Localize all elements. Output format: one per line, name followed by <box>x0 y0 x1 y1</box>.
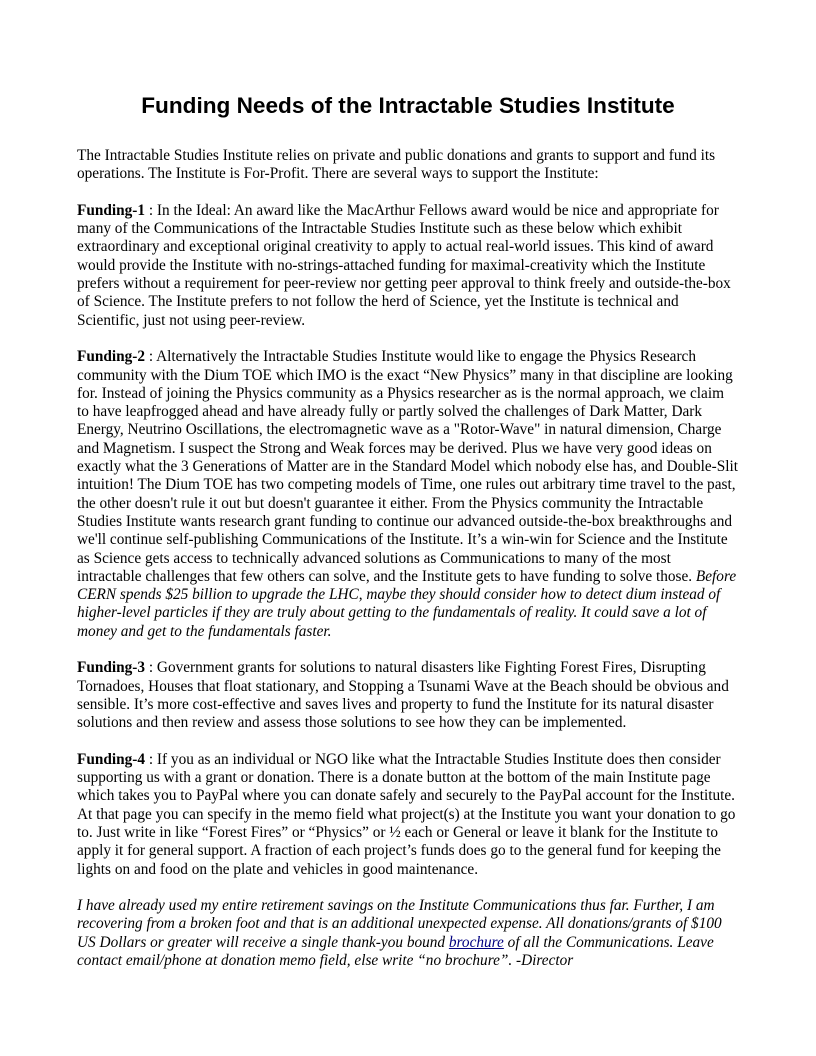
funding-2-body: : Alternatively the Intractable Studies Institute would like to engage the Physics Research community with the Dium TOE which IMO is the exact “New Physics” many in that discipline are looking for. Instead of joining the Physics community as a Physics researcher as is the normal approach, we claim to have leapfrogged ahead and have already fully or partly solved the challenges of Dark Matter, Dark Energy, Neutrino Oscillations, the electromagnetic wave as a "Rotor-Wave" in natural dimension, Charge and Magnetism. I suspect the Strong and Weak forces may be derived. Plus we have very good ideas on exactly what the 3 Generations of Matter are in the Standard Model which nobody else has, and Double-Slit intuition! The Dium TOE has two competing models of Time, one rules out arbitrary time travel to the past, the other doesn't rule it out but doesn't guarantee it either. From the Physics community the Intractable Studies Institute wants research grant funding to continue our advanced outside-the-box breakthroughs and we'll continue self-publishing Communications of the Institute. It’s a win-win for Science and the Institute as Science gets access to technically advanced solutions as Communications to many of the most intractable challenges that few others can solve, and the Institute gets to have funding to solve those. <box>77 348 738 585</box>
brochure-link[interactable]: brochure <box>448 933 504 951</box>
funding-3-heading: Funding-3 <box>77 659 146 677</box>
funding-2-paragraph <box>77 348 739 641</box>
funding-1-body: : In the Ideal: An award like the MacArthur Fellows award would be nice and appropriate for many of the Communications of the Intractable Studies Institute such as these below which exhibit extraordinary and exceptional original creativity to apply to actual real-world issues. This kind of award would provide the Institute with no-strings-attached funding for maximal-creativity which the Institute prefers without a requirement for peer-review nor getting peer approval to think freely and outside-the-box of Science. The Institute prefers to not follow the herd of Science, yet the Institute is technical and Scientific, just not using peer-review. <box>77 201 731 329</box>
document-page <box>77 92 739 989</box>
page-title: Funding Needs of the Intractable Studies Institute <box>141 93 675 118</box>
funding-4-body: : If you as an individual or NGO like what the Intractable Studies Institute does then consider supporting us with a grant or donation. There is a donate button at the bottom of the main Institute page which takes you to PayPal where you can donate safely and securely to the PayPal account for the Institute. At that page you can specify in the memo field what project(s) at the Institute you want your donation to go to. Just write in like “Forest Fires” or “Physics” or ½ each or General or leave it blank for the Institute to apply it for general support. A fraction of each project’s funds does go to the general fund for keeping the lights on and food on the plate and vehicles in good maintenance. <box>77 750 736 878</box>
closing-text-after-link: of all the Communications. Leave contact email/phone at donation memo field, else write “no brochure”. -Director <box>77 933 714 970</box>
funding-4-heading: Funding-4 <box>77 750 146 768</box>
funding-2-heading: Funding-2 <box>77 348 146 366</box>
funding-3-body: : Government grants for solutions to natural disasters like Fighting Forest Fires, Disrupting Tornadoes, Houses that float stationary, and Stopping a Tsunami Wave at the Beach should be obvious and sensible. It’s more cost-effective and saves lives and property to fund the Institute for its natural disaster solutions and then review and assess those solutions to see how they can be implemented. <box>77 659 729 732</box>
funding-1-paragraph <box>77 202 739 330</box>
funding-1-heading: Funding-1 <box>77 201 146 219</box>
intro-paragraph: The Intractable Studies Institute relies on private and public donations and grants to support and fund its operations. The Institute is For-Profit. There are several ways to support the Institute: <box>77 147 716 183</box>
funding-4-paragraph <box>77 751 739 879</box>
funding-3-paragraph <box>77 659 739 732</box>
closing-text-before-link: I have already used my entire retirement savings on the Institute Communications thus far. Further, I am recovering from a broken foot and that is an additional unexpected expense. All donations/grants of $100 US Dollars or greater will receive a single thank-you bound <box>77 897 722 951</box>
funding-2-italic-note: Before CERN spends $25 billion to upgrade the LHC, maybe they should consider how to detect dium instead of higher-level particles if they are truly about getting to the fundamentals of reality. It could save a lot of money and get to the fundamentals faster. <box>77 567 737 640</box>
closing-paragraph <box>77 897 739 970</box>
